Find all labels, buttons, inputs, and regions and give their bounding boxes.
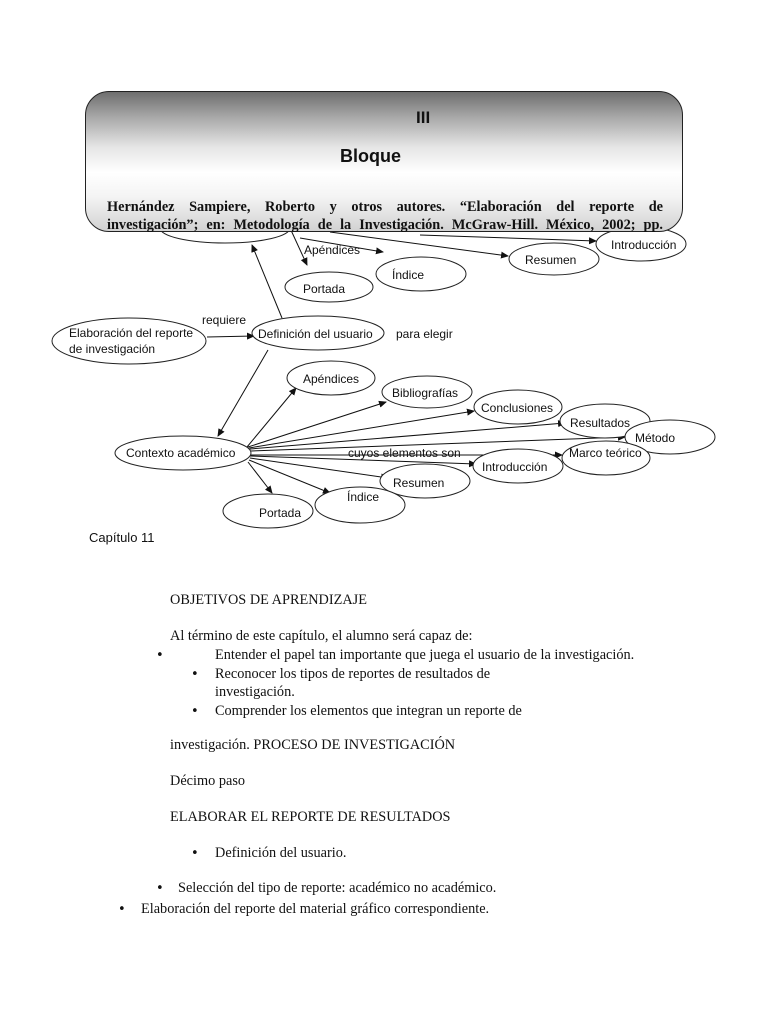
- process-heading: ELABORAR EL REPORTE DE RESULTADOS: [170, 809, 451, 825]
- edge: [248, 402, 386, 447]
- bullet-icon: •: [156, 648, 164, 663]
- process-line: investigación. PROCESO DE INVESTIGACIÓN: [170, 737, 456, 753]
- node-elaboracion-ellipse: [52, 318, 206, 364]
- reference-line-1: Hernández Sampiere, Roberto y otros autores. “Elaboración del reporte de: [107, 199, 663, 215]
- objective-item: Reconocer los tipos de reportes de resultados de: [215, 666, 491, 682]
- node-marco-teorico: Marco teórico: [569, 446, 642, 460]
- node-definicion: Definición del usuario: [258, 327, 373, 341]
- bullet-icon: •: [191, 704, 199, 719]
- objectives-intro: Al término de este capítulo, el alumno será capaz de:: [170, 628, 473, 644]
- node-top-resumen: Resumen: [525, 253, 577, 267]
- node-contexto: Contexto académico: [126, 446, 236, 460]
- bullet-icon: •: [118, 902, 126, 917]
- link-para-elegir: para elegir: [396, 327, 453, 341]
- node-conclusiones: Conclusiones: [481, 401, 554, 415]
- edge: [248, 462, 272, 493]
- node-top-portada: Portada: [303, 282, 346, 296]
- node-apendices: Apéndices: [303, 372, 360, 386]
- process-item: Elaboración del reporte del material gráfico correspondiente.: [141, 901, 490, 917]
- edge: [420, 235, 596, 241]
- edge: [252, 245, 282, 318]
- node-top-introduccion: Introducción: [611, 238, 677, 252]
- edge: [218, 350, 268, 436]
- node-elaboracion-line1: Elaboración del reporte: [69, 326, 194, 340]
- node-resumen: Resumen: [393, 476, 445, 490]
- node-top-apendices: Apéndices: [304, 243, 361, 257]
- process-step: Décimo paso: [170, 773, 246, 789]
- chapter-banner: [85, 91, 683, 232]
- chapter-label: Capítulo 11: [89, 530, 155, 545]
- edge: [247, 388, 296, 447]
- link-cuyos-elementos-son: cuyos elementos son: [348, 446, 461, 460]
- process-item: Definición del usuario.: [215, 845, 347, 861]
- node-top-indice: Índice: [392, 268, 425, 282]
- block-number: III: [416, 108, 431, 127]
- block-title: Bloque: [340, 146, 401, 166]
- bullet-icon: •: [156, 881, 164, 896]
- objective-item: Entender el papel tan importante que juega el usuario de la investigación.: [215, 647, 635, 663]
- reference-line-2: investigación”; en: Metodología de la Investigación. McGraw-Hill. México, 2002; pp.: [107, 217, 663, 233]
- objectives-heading: OBJETIVOS DE APRENDIZAJE: [170, 592, 367, 608]
- node-indice: Índice: [347, 490, 380, 504]
- objective-item-continued: investigación.: [215, 684, 295, 700]
- node-portada: Portada: [259, 506, 302, 520]
- objective-item: Comprender los elementos que integran un reporte de: [215, 703, 522, 719]
- bibliographic-reference: [107, 198, 663, 234]
- edge: [249, 411, 474, 448]
- node-metodo: Método: [635, 431, 676, 445]
- node-introduccion: Introducción: [482, 460, 548, 474]
- edge: [250, 458, 388, 478]
- bullet-icon: •: [191, 846, 199, 861]
- node-bibliografias: Bibliografías: [392, 386, 459, 400]
- edge: [207, 336, 254, 337]
- node-elaboracion-line2: de investigación: [69, 342, 156, 356]
- link-requiere: requiere: [202, 313, 247, 327]
- process-item: Selección del tipo de reporte: académico no académico.: [178, 880, 497, 896]
- edge: [249, 460, 330, 493]
- node-resultados: Resultados: [570, 416, 631, 430]
- bullet-icon: •: [191, 667, 199, 682]
